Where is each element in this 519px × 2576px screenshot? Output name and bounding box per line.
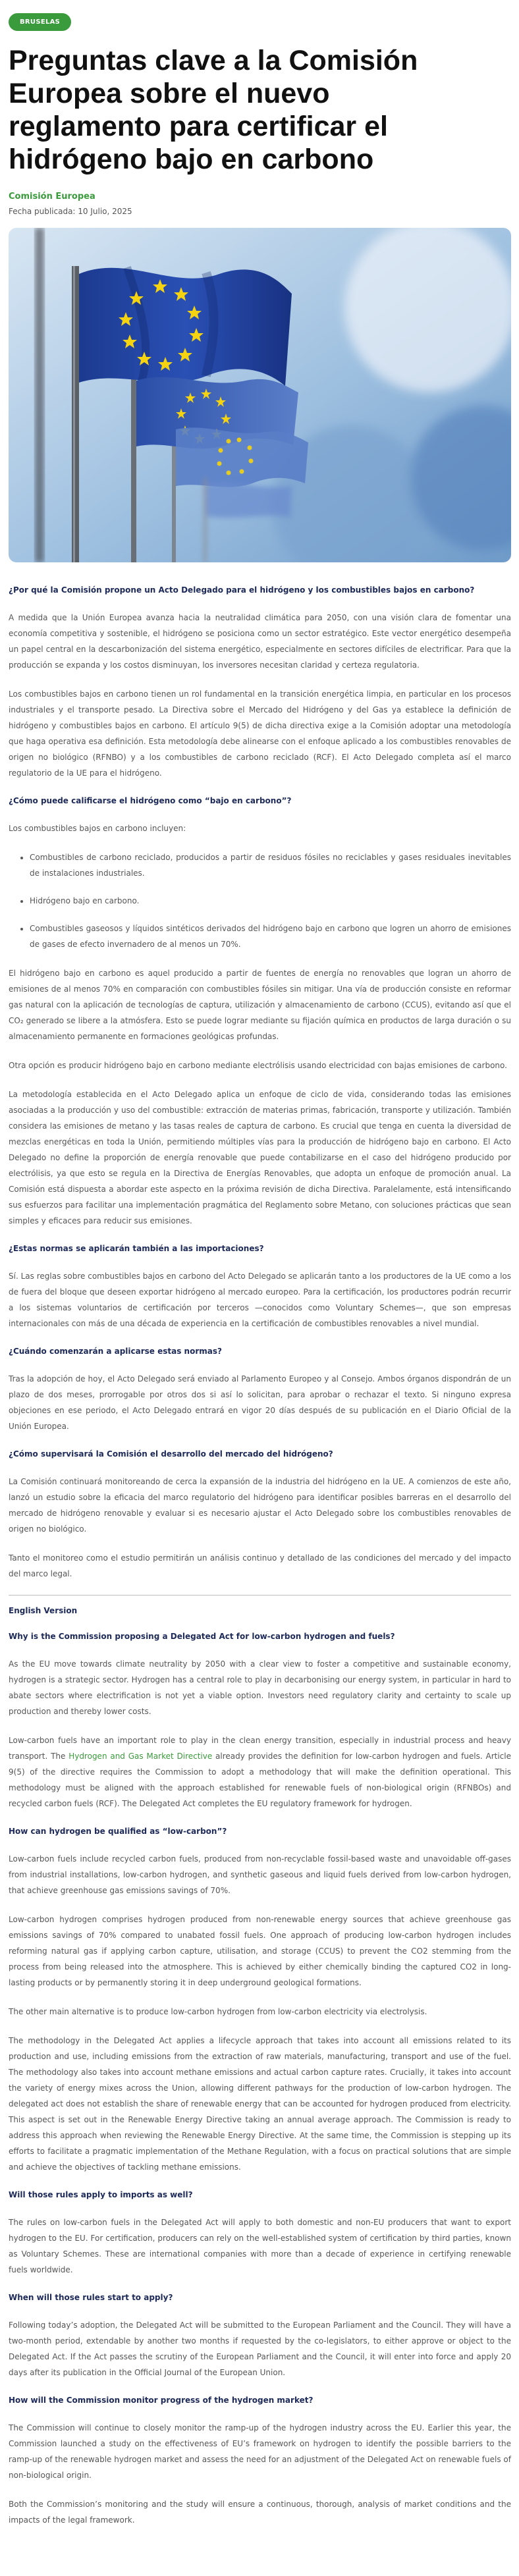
question-heading: ¿Cuándo comenzarán a aplicarse estas normas? xyxy=(9,1347,222,1356)
author-link[interactable]: Comisión Europea xyxy=(9,192,96,201)
question-heading: When will those rules start to apply? xyxy=(9,2293,173,2302)
paragraph: La metodología establecida en el Acto Delegado aplica un enfoque de ciclo de vida, considerando todas las emisiones asociadas a la producción y uso del combustible: extracción de materias primas, fabricación, transporte y utilización. También considera las emisiones de metano y las tasas reales de captura de carbono. Es crucial que tenga en cuenta la diversidad de mezclas energéticas en toda la Unión, permitiendo múltiples vías para la producción de hidrógeno bajo en carbono. El Acto Delegado no define la proporción de energía renovable que puede contabilizarse en el caso del hidrógeno producido por electrólisis, ya que esto se regula en la Directiva de Energías Renovables, que adopta un enfoque de promoción anual. La Comisión está dispuesta a abordar este aspecto en la próxima revisión de dicha Directiva. Paralelamente, está intensificando sus esfuerzos para facilitar una implementación pragmática del Reglamento sobre Metano, con soluciones prácticas que sean simples y eficaces para reducir sus emisiones. xyxy=(9,1090,511,1225)
paragraph: Tras la adopción de hoy, el Acto Delegado será enviado al Parlamento Europeo y al Consejo. Ambos órganos dispondrán de un plazo de dos meses, prorrogable por otros dos si así lo solicitan, para aprobar o rechazar el texto. Si ninguno expresa objeciones en ese periodo, el Acto Delegado entrará en vigor 20 días después de su publicación en el Diario Oficial de la Unión Europea. xyxy=(9,1374,511,1431)
page-title: Preguntas clave a la Comisión Europea sobre el nuevo reglamento para certificar el hidrógeno bajo en carbono xyxy=(9,45,418,175)
paragraph-text: already provides the definition for low-carbon hydrogen and fuels. Article 9(5) of the directive requires the Commission to adopt a methodology that will make the definition operational. This methodology must be aligned with the approach established for renewable fuels of non-biological origin (RFNBOs) and recycled carbon fuels (RCF). The Delegated Act completes the EU regulatory framework for hydrogen. xyxy=(9,1752,511,1808)
question-heading: Why is the Commission proposing a Delegated Act for low-carbon hydrogen and fuels? xyxy=(9,1632,395,1641)
paragraph: Tanto el monitoreo como el estudio permitirán un análisis continuo y detallado de las condiciones del mercado y del impacto del marco legal. xyxy=(9,1553,511,1578)
paragraph: As the EU move towards climate neutrality by 2050 with a clear view to foster a competitive and sustainable economy, hydrogen is a strategic sector. Hydrogen has a central role to play in decarbonising our energy system, in particular in hard to abate sectors where electrification is not yet a viable option. Investors need regulatory clarity and certainty to scale up production and thereby lower costs. xyxy=(9,1659,511,1716)
paragraph: Both the Commission’s monitoring and the study will ensure a continuous, thorough, analysis of market conditions and the impacts of the legal framework. xyxy=(9,2500,511,2525)
question-heading: ¿Cómo puede calificarse el hidrógeno como “bajo en carbono”? xyxy=(9,796,292,805)
question-heading: ¿Estas normas se aplicarán también a las importaciones? xyxy=(9,1244,264,1253)
paragraph: El hidrógeno bajo en carbono es aquel producido a partir de fuentes de energía no renovables que logran un ahorro de emisiones de al menos 70% en comparación con combustibles fósiles sin mitigar. Una vía de producción consiste en reformar gas natural con la aplicación de tecnologías de captura, utilización y almacenamiento de carbono (CCUS), evitando así que el CO₂ generado se libere a la atmósfera. Esto se puede lograr mediante su fijación química en productos de larga duración o su almacenamiento permanente en formaciones geológicas profundas. xyxy=(9,969,511,1041)
paragraph: The methodology in the Delegated Act applies a lifecycle approach that takes into account all emissions related to its production and use, including emissions from the extraction of raw materials, manufacturing, transport and use of the fuel. The methodology also takes into account methane emissions and actual carbon capture rates. Crucially, it takes into account the variety of energy mixes across the Union, allowing different pathways for the production of low-carbon hydrogen. The delegated act does not establish the share of renewable energy that can be accounted for hydrogen produced from electricity. This aspect is set out in the Renewable Energy Directive taking an annual average approach. The Commission is ready to address this approach when reviewing the Renewable Energy Directive. At the same time, the Commission is stepping up its efforts to facilitate a pragmatic implementation of the Methane Regulation, with a focus on practical solutions that are simple and achieve the objectives of tackling methane emissions. xyxy=(9,2036,511,2172)
paragraph: Otra opción es producir hidrógeno bajo en carbono mediante electrólisis usando electricidad con bajas emisiones de carbono. xyxy=(9,1061,507,1070)
paragraph: The rules on low-carbon fuels in the Delegated Act will apply to both domestic and non-EU producers that want to export hydrogen to the EU. For certification, producers can rely on the well-established system of certification by third parties, known as Voluntary Schemes. These are international companies with more than a decade of experience in certifying renewable fuels worldwide. xyxy=(9,2218,511,2274)
english-version-label: English Version xyxy=(9,1606,78,1615)
paragraph: Following today’s adoption, the Delegated Act will be submitted to the European Parliament and the Council. They will have a two-month period, extendable by another two months if requested by the co-legislators, to either approve or object to the Delegated Act. If the Act passes the scrutiny of the European Parliament and the Council, it will enter into force and apply 20 days after its publication in the Official Journal of the European Union. xyxy=(9,2321,511,2377)
section-divider xyxy=(9,1595,511,1596)
question-heading: How can hydrogen be qualified as “low-carbon”? xyxy=(9,1827,227,1836)
paragraph: Los combustibles bajos en carbono incluyen: xyxy=(9,824,186,833)
question-heading: ¿Por qué la Comisión propone un Acto Delegado para el hidrógeno y los combustibles bajos en carbono? xyxy=(9,585,475,595)
list-item: • Combustibles de carbono reciclado, producidos a partir de residuos fósiles no reciclables y gases residuales inevitables de instalaciones industriales. xyxy=(30,849,511,881)
paragraph: Low-carbon fuels include recycled carbon fuels, produced from non-recyclable fossil-based waste and unavoidable off-gases from industrial installations, low-carbon hydrogen, and synthetic gaseous and liquid fuels derived from low-carbon hydrogen, that achieve greenhouse gas emissions savings of 70%. xyxy=(9,1854,511,1895)
publish-date: Fecha publicada: 10 Julio, 2025 xyxy=(9,207,132,216)
article-body-es xyxy=(9,583,511,1582)
location-badge[interactable]: BRUSELAS xyxy=(9,13,71,31)
bullet-list xyxy=(9,849,511,952)
paragraph: A medida que la Unión Europea avanza hacia la neutralidad climática para 2050, con una visión clara de fomentar una economía competitiva y sostenible, el hidrógeno se posiciona como un sector estratégico. Este vector energético desempeña un papel central en la descarbonización del sistema energético, especialmente en sectores difíciles de electrificar. Para que la producción se expanda y los costos disminuyan, los inversores necesitan claridad y certeza regulatoria. xyxy=(9,613,511,670)
paragraph: The other main alternative is to produce low-carbon hydrogen from low-carbon electricity via electrolysis. xyxy=(9,2007,427,2016)
hero-image xyxy=(9,228,511,562)
paragraph xyxy=(9,1732,511,1811)
paragraph: Sí. Las reglas sobre combustibles bajos en carbono del Acto Delegado se aplicarán tanto a los productores de la UE como a los de fuera del bloque que deseen exportar hidrógeno al mercado europeo. Para la certificación, los productores podrán recurrir a los sistemas voluntarios de certificación por terceros —conocidos como Voluntary Schemes—, que son empresas internacionales con más de una década de experiencia en la certificación de combustibles renovables a nivel mundial. xyxy=(9,1272,511,1328)
paragraph: La Comisión continuará monitoreando de cerca la expansión de la industria del hidrógeno en la UE. A comienzos de este año, lanzó un estudio sobre la eficacia del marco regulatorio del hidrógeno para identificar posibles barreras en el desarrollo del mercado de hidrógeno renovable y evaluar si es necesario ajustar el Acto Delegado sobre los combustibles renovables de origen no biológico. xyxy=(9,1477,511,1534)
paragraph-text: Low-carbon fuels have an important role to play in the clean energy transition, especially in industrial process and heavy transport. The xyxy=(9,1736,511,1761)
list-item: • Hidrógeno bajo en carbono. xyxy=(30,893,511,909)
question-heading: How will the Commission monitor progress of the hydrogen market? xyxy=(9,2396,314,2405)
list-item: • Combustibles gaseosos y líquidos sintéticos derivados del hidrógeno bajo en carbono que logren un ahorro de emisiones de gases de efecto invernadero de al menos un 70%. xyxy=(30,921,511,952)
question-heading: Will those rules apply to imports as well? xyxy=(9,2190,193,2199)
paragraph: Los combustibles bajos en carbono tienen un rol fundamental en la transición energética limpia, en particular en los procesos industriales y el transporte pesado. La Directiva sobre el Mercado del Hidrógeno y del Gas ya establece la definición de hidrógeno y combustibles bajos en carbono. El artículo 9(5) de dicha directiva exige a la Comisión adoptar una metodología que haga operativa esa definición. Esta metodología debe alinearse con el enfoque aplicado a los combustibles renovables de origen no biológico (RFNBO) y a los combustibles de carbono reciclado (RCF). El Acto Delegado completa así el marco regulatorio de la UE para el hidrógeno. xyxy=(9,689,511,778)
question-heading: ¿Cómo supervisará la Comisión el desarrollo del mercado del hidrógeno? xyxy=(9,1449,333,1459)
article-body-en xyxy=(9,1606,511,2528)
paragraph: Low-carbon hydrogen comprises hydrogen produced from non-renewable energy sources that achieve greenhouse gas emissions savings of 70% compared to unabated fossil fuels. One approach of producing low-carbon hydrogen includes reforming natural gas if applying carbon capture, utilisation, and storage (CCUS) to prevent the CO2 stemming from the process from being released into the atmosphere. This is achieved by either chemically binding the captured CO2 in long-lasting products or by permanently storing it in deep underground geological formations. xyxy=(9,1915,511,1987)
directive-link[interactable]: Hydrogen and Gas Market Directive xyxy=(68,1752,213,1761)
paragraph: The Commission will continue to closely monitor the ramp-up of the hydrogen industry across the EU. Earlier this year, the Commission launched a study on the effectiveness of EU’s framework on hydrogen to identify the possible barriers to the ramp-up of the renewable hydrogen market and assess the need for an adjustment of the Delegated Act on renewable fuels of non-biological origin. xyxy=(9,2423,511,2480)
